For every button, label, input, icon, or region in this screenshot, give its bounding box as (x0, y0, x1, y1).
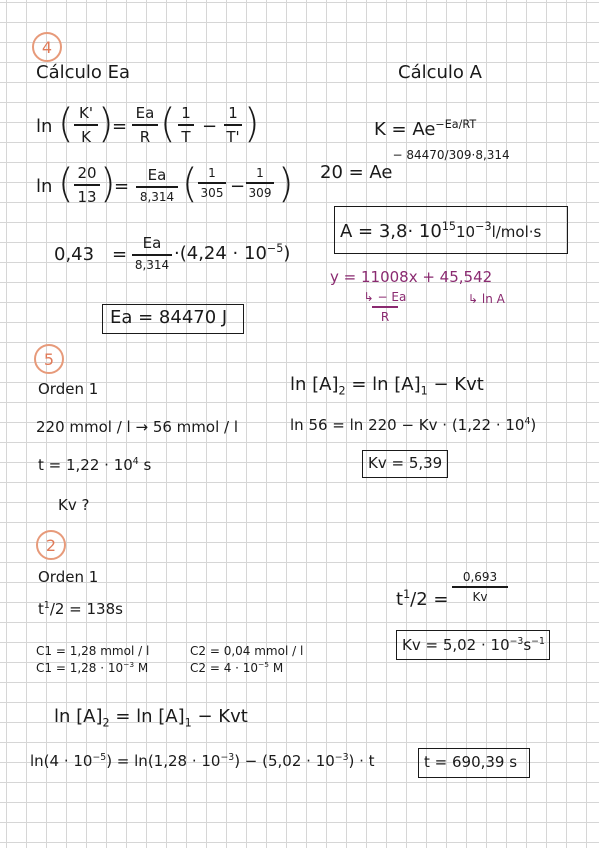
ea-result: Ea = 84470 J (110, 307, 228, 328)
arr-sub-text: 20 = Ae (320, 162, 393, 183)
s2-hf-rest: /2 = (410, 589, 449, 610)
s2-half-life (38, 600, 123, 618)
eq1-k-fraction (74, 104, 98, 146)
arr-k-text: K = Ae (374, 119, 436, 140)
eq1-paren2-close: ) (244, 101, 260, 147)
eq2-f2-den: 309 (248, 185, 272, 200)
fit-slope-num: ↳ − Ea (363, 290, 407, 304)
eq2-f2-num: 1 (256, 166, 264, 180)
s2-kv-exp2: −1 (531, 636, 545, 647)
eq3-ea-den: 8,314 (134, 257, 170, 272)
a-result-main: A = 3,8· 10 (340, 221, 442, 242)
fit-intercept-note: ↳ ln A (468, 292, 505, 306)
s2-c1m-exp: −3 (123, 660, 135, 669)
eq2-paren2-close: ) (278, 161, 294, 207)
s2-t-result: t = 690,39 s (424, 753, 518, 771)
eq2-ea-num: Ea (147, 166, 167, 184)
s2-fe-c-exp: −3 (334, 752, 349, 763)
section-number-2: 2 (36, 530, 66, 560)
s2-c1-mmol: C1 = 1,28 mmol / l (36, 644, 150, 658)
eq1-minus: − (202, 116, 218, 137)
s2-kv-unit: s (523, 636, 532, 654)
eq2-ea-den: 8,314 (139, 189, 175, 204)
a-result (340, 220, 541, 242)
eq3-close: ) (283, 243, 291, 264)
eq3-right (174, 242, 290, 264)
s5-substituted (290, 416, 536, 434)
eq1-f2-num: 1 (228, 104, 238, 122)
s2-half-rest: /2 = 138s (49, 600, 123, 618)
eq1-k-num: K' (79, 104, 93, 122)
fit-slope-den: R (380, 309, 390, 324)
s2-law-sub1: 2 (102, 716, 110, 730)
eq1-equals: = (112, 116, 128, 137)
eq3-left: 0,43 (54, 244, 95, 265)
eq2-f1-num: 1 (208, 166, 216, 180)
a-result-exp2: −3 (475, 220, 492, 233)
calc-a-title: Cálculo A (398, 62, 482, 83)
s5-time (38, 456, 151, 474)
s2-fe-a-exp: −5 (92, 752, 107, 763)
eq2-paren-close: ) (100, 161, 116, 207)
s2-final-equation (30, 752, 375, 770)
s2-hf-num: 0,693 (462, 570, 498, 584)
s2-fe-b: ) = ln(1,28 · 10 (106, 752, 221, 770)
s5-kv-result: Kv = 5,39 (368, 454, 443, 472)
s2-half-t: t (38, 600, 44, 618)
fit-slope-note (362, 290, 408, 324)
s5-law-b: = ln [A] (345, 374, 421, 395)
s2-fe-d: ) · t (348, 752, 375, 770)
eq2-den: 13 (77, 187, 97, 206)
s2-kv-exp1: −3 (509, 636, 524, 647)
s5-sub-text: ln 56 = ln 220 − Kv · (1,22 · 10 (290, 416, 525, 434)
s2-c1m-text: C1 = 1,28 · 10 (36, 661, 124, 675)
eq2-f1-den: 305 (200, 185, 224, 200)
s5-time-exp: 4 (132, 456, 139, 467)
arr-sub-exp: − 84470/309·8,314 (392, 148, 510, 162)
eq1-f1-den: T (181, 127, 191, 146)
s2-law-sub2: 1 (184, 716, 192, 730)
a-result-mid: 10 (456, 223, 476, 241)
s5-time-text: t = 1,22 · 10 (38, 456, 133, 474)
s5-time-unit: s (138, 456, 152, 474)
s2-rate-law (54, 706, 248, 730)
s2-c2-molar (190, 660, 283, 675)
eq1-paren-close: ) (98, 101, 114, 147)
s2-law-c: − Kvt (191, 706, 248, 727)
s5-law-sub2: 1 (420, 384, 428, 398)
s5-law-sub1: 2 (338, 384, 346, 398)
s5-sub-close: ) (530, 416, 537, 434)
eq2-paren2-open: ( (182, 161, 198, 207)
eq1-f2-den: T' (226, 127, 240, 146)
s2-half-formula-fraction (452, 570, 508, 604)
s2-half-formula-left (396, 588, 449, 610)
eq3-equals: = (112, 244, 128, 265)
eq2-f1-fraction (198, 166, 226, 200)
eq1-ea-den: R (139, 127, 151, 146)
eq2-ln: ln (36, 176, 53, 197)
eq1-f2-fraction (224, 104, 242, 146)
s2-fe-b-exp: −3 (220, 752, 235, 763)
s2-c2m-exp: −5 (258, 660, 270, 669)
s2-hf-sup: 1 (403, 588, 411, 601)
eq1-k-den: K (81, 127, 91, 146)
eq1-paren-open: ( (58, 101, 74, 147)
eq3-exp: −5 (266, 242, 284, 255)
s5-law-a: ln [A] (290, 374, 339, 395)
eq2-minus: − (230, 176, 246, 197)
s5-concentrations: 220 mmol / l → 56 mmol / l (36, 418, 239, 436)
s2-orden: Orden 1 (38, 568, 99, 586)
s5-kv-question: Kv ? (58, 496, 90, 514)
eq2-paren-open: ( (58, 161, 74, 207)
a-result-unit: l/mol·s (491, 223, 542, 241)
s2-c2m-unit: M (269, 661, 284, 675)
eq2-f2-fraction (246, 166, 274, 200)
eq2-ratio-fraction (74, 164, 100, 206)
a-result-exp1: 15 (441, 220, 457, 233)
arrhenius-k-eq (374, 118, 476, 140)
section-number-5: 5 (34, 344, 64, 374)
eq1-ea-fraction (132, 104, 158, 146)
eq1-ea-num: Ea (135, 104, 155, 122)
s5-orden: Orden 1 (38, 380, 99, 398)
s2-c1m-unit: M (134, 661, 149, 675)
section-number-4: 4 (32, 32, 62, 62)
s2-law-b: = ln [A] (109, 706, 185, 727)
s2-half-sup: 1 (43, 600, 50, 611)
s5-law-c: − Kvt (427, 374, 484, 395)
calc-ea-title: Cálculo Ea (36, 62, 131, 83)
s5-rate-law (290, 374, 484, 398)
s2-fe-a: ln(4 · 10 (30, 752, 93, 770)
s2-kv-result (402, 636, 545, 654)
eq1-f1-fraction (178, 104, 194, 146)
s2-fe-c: ) − (5,02 · 10 (234, 752, 335, 770)
s2-c2-mmol: C2 = 0,04 mmol / l (190, 644, 304, 658)
s2-c2m-text: C2 = 4 · 10 (190, 661, 259, 675)
linear-fit: y = 11008x + 45,542 (330, 268, 493, 286)
s2-hf-den: Kv (472, 589, 488, 604)
eq3-right-text: ·(4,24 · 10 (174, 243, 267, 264)
eq2-ea-fraction (136, 166, 178, 204)
eq3-ea-num: Ea (142, 234, 162, 252)
s2-c1-molar (36, 660, 148, 675)
eq2-num: 20 (77, 164, 97, 182)
s2-hf-t: t (396, 589, 404, 610)
eq1-paren2-open: ( (160, 101, 176, 147)
eq1-f1-num: 1 (181, 104, 191, 122)
eq1-ln: ln (36, 116, 53, 137)
eq3-ea-fraction (132, 234, 172, 272)
s2-law-a: ln [A] (54, 706, 103, 727)
s2-kv-text: Kv = 5,02 · 10 (402, 636, 510, 654)
s5-sub-exp: 4 (524, 416, 531, 427)
arr-k-exp: −Ea/RT (435, 118, 477, 131)
eq2-equals: = (114, 176, 130, 197)
